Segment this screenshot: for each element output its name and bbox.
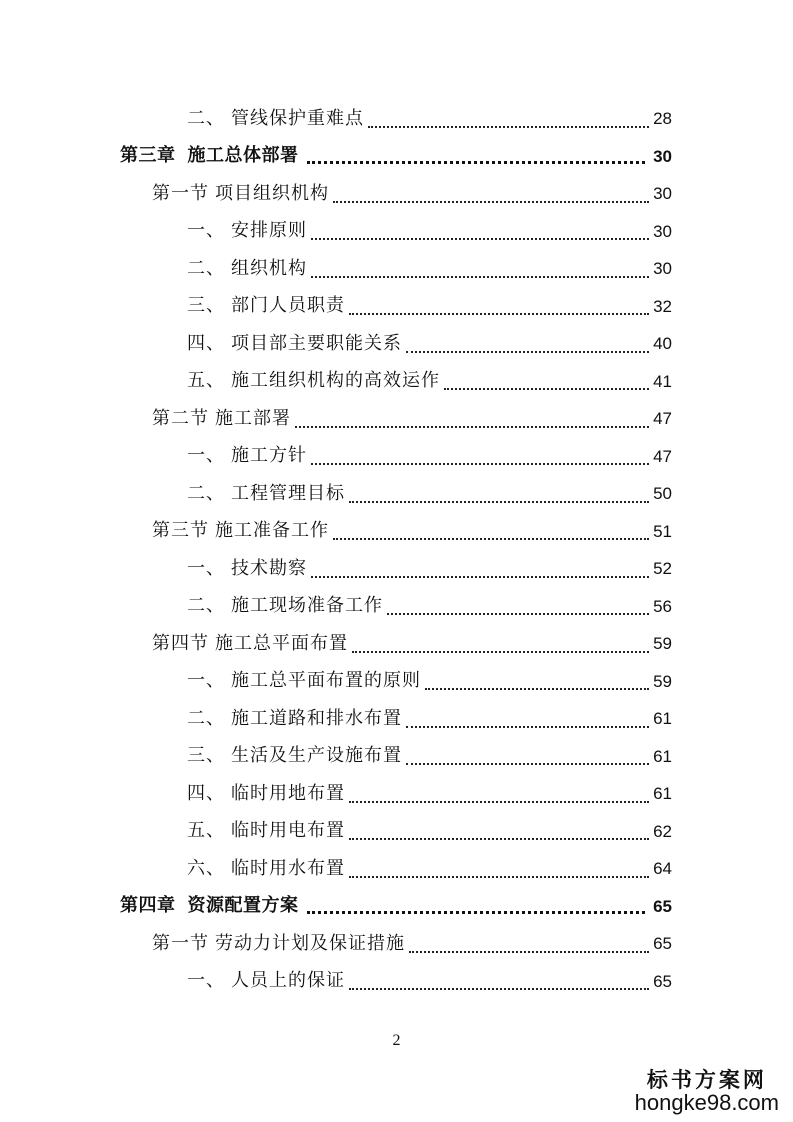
toc-entry-label <box>187 107 364 129</box>
toc-entry-label <box>120 147 299 165</box>
toc-entry-title: 施工部署 <box>215 407 291 429</box>
toc-entry-page: 28 <box>653 109 672 129</box>
toc-entry-number: 五、 <box>187 370 225 392</box>
dot-leader <box>425 674 649 690</box>
toc-entry-label <box>152 932 405 954</box>
toc-entry[interactable] <box>0 738 793 776</box>
toc-entry-page: 59 <box>653 634 672 654</box>
dot-leader <box>387 599 649 615</box>
toc-entry-title: 施工方针 <box>231 445 307 467</box>
toc-entry-page: 59 <box>653 671 672 691</box>
toc-entry-title: 人员上的保证 <box>231 970 345 992</box>
toc-entry-page: 65 <box>653 896 672 916</box>
toc-entry-label <box>187 972 345 990</box>
toc-entry-number: 一、 <box>187 970 225 992</box>
toc-entry-title: 资源配置方案 <box>187 895 299 917</box>
dot-leader <box>311 224 649 240</box>
toc-entry-page: 61 <box>653 784 672 804</box>
toc-entry[interactable] <box>0 438 793 476</box>
watermark-name: 标书方案网 <box>646 1066 767 1092</box>
toc-entry-title: 施工现场准备工作 <box>231 595 383 617</box>
toc-entry-title: 临时用水布置 <box>231 857 345 879</box>
toc-entry[interactable] <box>0 250 793 288</box>
toc-entry-title: 项目组织机构 <box>215 182 329 204</box>
toc-entry-number: 二、 <box>187 595 225 617</box>
toc-entry-page: 41 <box>653 371 672 391</box>
toc-entry-page: 30 <box>653 184 672 204</box>
dot-leader <box>307 897 646 914</box>
toc-entry-title: 项目部主要职能关系 <box>231 332 402 354</box>
toc-entry-page: 52 <box>653 559 672 579</box>
toc-entry[interactable] <box>0 550 793 588</box>
dot-leader <box>352 637 649 653</box>
toc-entry-label <box>187 482 345 504</box>
toc-entry-label <box>187 597 383 615</box>
dot-leader <box>295 412 649 428</box>
dot-leader <box>349 299 649 315</box>
dot-leader <box>349 862 649 878</box>
toc-entry[interactable] <box>0 663 793 701</box>
toc-entry-page: 61 <box>653 746 672 766</box>
toc-entry-page: 47 <box>653 409 672 429</box>
toc-section-entry[interactable] <box>0 925 793 963</box>
dot-leader <box>349 787 649 803</box>
toc-entry[interactable] <box>0 850 793 888</box>
dot-leader <box>349 487 649 503</box>
toc-entry-title: 组织机构 <box>231 257 307 279</box>
toc-entry-title: 施工道路和排水布置 <box>231 707 402 729</box>
toc-entry-number: 四、 <box>187 782 225 804</box>
toc-entry-page: 64 <box>653 859 672 879</box>
toc-entry-title: 技术勘察 <box>231 557 307 579</box>
toc-chapter-entry[interactable] <box>0 888 793 926</box>
toc-entry-number: 第四章 <box>120 895 176 917</box>
toc-entry-page: 47 <box>653 446 672 466</box>
toc-entry-number: 二、 <box>187 107 225 129</box>
toc-entry-title: 生活及生产设施布置 <box>231 745 402 767</box>
toc-entry-page: 56 <box>653 596 672 616</box>
toc-entry-title: 施工准备工作 <box>215 520 329 542</box>
toc-entry-number: 二、 <box>187 257 225 279</box>
toc-entry[interactable] <box>0 700 793 738</box>
dot-leader <box>311 262 649 278</box>
toc-entry-label <box>187 447 307 465</box>
toc-section-entry[interactable] <box>0 513 793 551</box>
toc-entry-label <box>152 632 348 654</box>
toc-entry-page: 65 <box>653 971 672 991</box>
toc-entry[interactable] <box>0 325 793 363</box>
toc-entry-title: 工程管理目标 <box>231 482 345 504</box>
toc-entry-label <box>187 222 307 240</box>
toc-entry[interactable] <box>0 813 793 851</box>
toc-section-entry[interactable] <box>0 400 793 438</box>
dot-leader <box>409 937 649 953</box>
dot-leader <box>406 337 649 353</box>
toc-entry-label <box>120 897 299 915</box>
toc-entry-label <box>187 297 345 315</box>
dot-leader <box>406 712 649 728</box>
toc-entry-label <box>187 857 345 879</box>
toc-entry-page: 51 <box>653 521 672 541</box>
watermark-logo <box>634 1066 779 1115</box>
watermark-url: hongke98.com <box>634 1089 779 1115</box>
toc-entry-number: 二、 <box>187 482 225 504</box>
dot-leader <box>333 524 649 540</box>
toc-entry-number: 一、 <box>187 670 225 692</box>
dot-leader <box>444 374 649 390</box>
toc-entry-page: 65 <box>653 934 672 954</box>
toc-entry-title: 劳动力计划及保证措施 <box>215 932 405 954</box>
toc-entry-label <box>187 332 402 354</box>
toc-entry-number: 第一节 <box>152 182 209 204</box>
toc-entry-number: 第一节 <box>152 932 209 954</box>
dot-leader <box>406 749 649 765</box>
toc-section-entry[interactable] <box>0 625 793 663</box>
toc-entry-number: 六、 <box>187 857 225 879</box>
dot-leader <box>307 147 646 164</box>
toc-entry-number: 三、 <box>187 745 225 767</box>
toc-entry-page: 30 <box>653 146 672 166</box>
toc-entry[interactable] <box>0 963 793 1001</box>
dot-leader <box>368 112 649 128</box>
toc-entry-label <box>152 182 329 204</box>
toc-entry-label <box>187 257 307 279</box>
toc-entry-page: 61 <box>653 709 672 729</box>
toc-entry-title: 施工总平面布置的原则 <box>231 670 421 692</box>
toc-entry-label <box>152 522 329 540</box>
toc-entry-label <box>152 407 291 429</box>
toc-entry-page: 30 <box>653 221 672 241</box>
toc-entry-number: 第三章 <box>120 145 176 167</box>
toc-entry-number: 二、 <box>187 707 225 729</box>
dot-leader <box>349 824 649 840</box>
toc-entry-title: 临时用电布置 <box>231 820 345 842</box>
toc-entry-number: 五、 <box>187 820 225 842</box>
toc-entry-label <box>187 557 307 579</box>
toc-entry-number: 三、 <box>187 295 225 317</box>
toc-entry-page: 50 <box>653 484 672 504</box>
toc-entry-title: 施工总平面布置 <box>215 632 348 654</box>
toc-entry[interactable] <box>0 213 793 251</box>
dot-leader <box>333 187 649 203</box>
toc-entry-title: 施工组织机构的高效运作 <box>231 370 440 392</box>
toc-entry-page: 32 <box>653 296 672 316</box>
dot-leader <box>311 562 649 578</box>
toc-entry-number: 一、 <box>187 557 225 579</box>
toc-entry[interactable] <box>0 100 793 138</box>
toc-entry-number: 一、 <box>187 445 225 467</box>
table-of-contents <box>0 100 793 1000</box>
dot-leader <box>311 449 649 465</box>
toc-entry-label <box>187 747 402 765</box>
toc-entry-title: 管线保护重难点 <box>231 107 364 129</box>
toc-entry[interactable] <box>0 363 793 401</box>
toc-entry[interactable] <box>0 475 793 513</box>
toc-entry-number: 一、 <box>187 220 225 242</box>
toc-entry-number: 第四节 <box>152 632 209 654</box>
page-number: 2 <box>392 1032 401 1049</box>
toc-entry-label <box>187 782 345 804</box>
toc-entry-page: 40 <box>653 334 672 354</box>
toc-entry-title: 施工总体部署 <box>187 145 299 167</box>
toc-entry-label <box>187 372 440 390</box>
toc-entry-title: 部门人员职责 <box>231 295 345 317</box>
toc-entry[interactable] <box>0 588 793 626</box>
toc-entry-number: 第三节 <box>152 520 209 542</box>
toc-entry-page: 62 <box>653 821 672 841</box>
toc-entry-label <box>187 822 345 840</box>
toc-entry[interactable] <box>0 288 793 326</box>
toc-entry-number: 四、 <box>187 332 225 354</box>
toc-entry-label <box>187 672 421 690</box>
toc-entry-number: 第二节 <box>152 407 209 429</box>
toc-section-entry[interactable] <box>0 175 793 213</box>
toc-chapter-entry[interactable] <box>0 138 793 176</box>
toc-entry[interactable] <box>0 775 793 813</box>
dot-leader <box>349 974 649 990</box>
toc-entry-title: 临时用地布置 <box>231 782 345 804</box>
toc-entry-page: 30 <box>653 259 672 279</box>
toc-entry-label <box>187 707 402 729</box>
toc-entry-title: 安排原则 <box>231 220 307 242</box>
